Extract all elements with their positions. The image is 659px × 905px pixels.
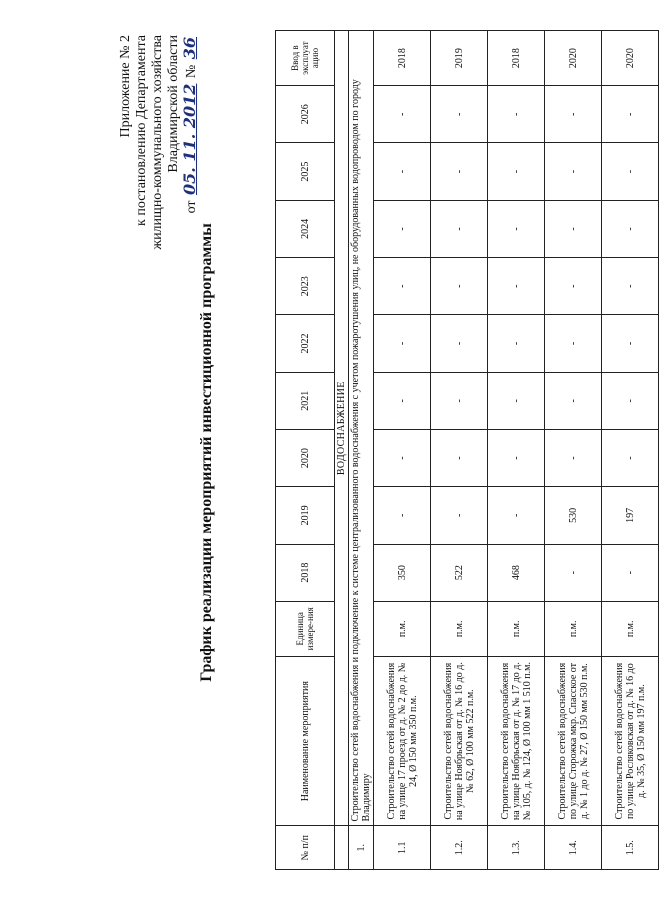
row-year-value: - bbox=[488, 86, 545, 143]
subsection-num: 1. bbox=[349, 826, 374, 870]
row-year-value: - bbox=[602, 429, 659, 486]
row-year-value: - bbox=[545, 429, 602, 486]
header-unit: Единица измере-ния bbox=[276, 601, 335, 656]
number-prefix: № bbox=[184, 64, 199, 79]
appendix-line-region: Владимирской области bbox=[166, 35, 181, 173]
table-row bbox=[374, 31, 431, 870]
header-year: 2018 bbox=[276, 544, 335, 601]
row-commission: 2018 bbox=[488, 31, 545, 86]
header-year: 2025 bbox=[276, 143, 335, 200]
header-year: 2024 bbox=[276, 200, 335, 257]
row-year-value: - bbox=[374, 429, 431, 486]
row-num: 1.1 bbox=[374, 826, 431, 870]
header-year: 2019 bbox=[276, 487, 335, 544]
handwritten-number: 36 bbox=[180, 37, 199, 60]
row-year-value: - bbox=[488, 200, 545, 257]
handwritten-date: 05. 11. 2012 bbox=[180, 83, 199, 195]
row-year-value: 530 bbox=[545, 487, 602, 544]
row-year-value: - bbox=[545, 143, 602, 200]
table-header-row bbox=[276, 31, 335, 870]
row-unit: п.м. bbox=[488, 601, 545, 656]
table-row bbox=[602, 31, 659, 870]
document-title: График реализации мероприятий инвестиционной программы bbox=[198, 223, 215, 682]
row-num: 1.3. bbox=[488, 826, 545, 870]
row-year-value: - bbox=[602, 143, 659, 200]
row-year-value: - bbox=[602, 86, 659, 143]
row-year-value: - bbox=[431, 487, 488, 544]
appendix-header bbox=[118, 35, 200, 365]
schedule-table bbox=[275, 30, 659, 870]
table-row bbox=[431, 31, 488, 870]
header-year: 2022 bbox=[276, 315, 335, 372]
row-year-value: - bbox=[602, 200, 659, 257]
row-year-value: - bbox=[488, 258, 545, 315]
row-year-value: - bbox=[488, 429, 545, 486]
appendix-line-decree: к постановлению Департамента bbox=[134, 35, 149, 226]
row-year-value: - bbox=[431, 86, 488, 143]
row-year-value: - bbox=[431, 372, 488, 429]
table-row bbox=[488, 31, 545, 870]
subsection-row bbox=[349, 31, 374, 870]
row-year-value: 522 bbox=[431, 544, 488, 601]
row-year-value: - bbox=[488, 315, 545, 372]
row-num: 1.5. bbox=[602, 826, 659, 870]
row-year-value: - bbox=[374, 86, 431, 143]
row-year-value: - bbox=[488, 487, 545, 544]
header-year: 2026 bbox=[276, 86, 335, 143]
section-num bbox=[335, 826, 349, 870]
row-year-value: - bbox=[602, 544, 659, 601]
row-year-value: - bbox=[431, 200, 488, 257]
row-name: Строительство сетей водоснабжения на улице 17 проезд от д. № 2 до д. № 24, Ø 150 мм 350 п.м. bbox=[374, 656, 431, 826]
header-year: 2020 bbox=[276, 429, 335, 486]
section-title: ВОДОСНАБЖЕНИЕ bbox=[335, 31, 349, 826]
row-year-value: - bbox=[545, 315, 602, 372]
row-commission: 2020 bbox=[545, 31, 602, 86]
row-year-value: 468 bbox=[488, 544, 545, 601]
row-year-value: - bbox=[545, 258, 602, 315]
row-unit: п.м. bbox=[374, 601, 431, 656]
date-prefix: от bbox=[184, 200, 199, 214]
row-year-value: - bbox=[431, 315, 488, 372]
row-year-value: - bbox=[602, 258, 659, 315]
row-year-value: - bbox=[602, 372, 659, 429]
row-year-value: - bbox=[545, 200, 602, 257]
table-row bbox=[545, 31, 602, 870]
row-year-value: - bbox=[488, 143, 545, 200]
row-name: Строительство сетей водоснабжения на улице Ноябрьская от д. № 17 до д. № 105, д. № 124, Ø 100 мм 1 510 п.м. bbox=[488, 656, 545, 826]
section-row bbox=[335, 31, 349, 870]
row-commission: 2018 bbox=[374, 31, 431, 86]
row-year-value: 350 bbox=[374, 544, 431, 601]
row-year-value: - bbox=[374, 143, 431, 200]
header-num: № п/п bbox=[276, 826, 335, 870]
row-year-value: - bbox=[374, 200, 431, 257]
row-year-value: - bbox=[545, 372, 602, 429]
row-year-value: - bbox=[431, 429, 488, 486]
row-unit: п.м. bbox=[602, 601, 659, 656]
row-name: Строительство сетей водоснабжения по улице Сторожка мкр. Спасское от д. № 1 до д. № 27, Ø 150 мм 530 п.м. bbox=[545, 656, 602, 826]
appendix-title: Приложение № 2 bbox=[118, 35, 133, 138]
subsection-title: Строительство сетей водоснабжения и подключение к системе централизованного водоснабжения с учетом пожаротушения улиц, не оборудованных водопроводом по городу Владимиру bbox=[349, 31, 374, 826]
row-commission: 2019 bbox=[431, 31, 488, 86]
row-name: Строительство сетей водоснабжения по улице Росляковская от д. № 16 до д. № 35, Ø 150 мм 197 п.м. bbox=[602, 656, 659, 826]
row-year-value: - bbox=[431, 143, 488, 200]
row-year-value: - bbox=[374, 487, 431, 544]
row-year-value: - bbox=[374, 315, 431, 372]
row-commission: 2020 bbox=[602, 31, 659, 86]
row-num: 1.4. bbox=[545, 826, 602, 870]
row-unit: п.м. bbox=[431, 601, 488, 656]
row-year-value: - bbox=[545, 544, 602, 601]
row-year-value: - bbox=[602, 315, 659, 372]
row-year-value: - bbox=[374, 372, 431, 429]
row-unit: п.м. bbox=[545, 601, 602, 656]
header-name: Наименование мероприятия bbox=[276, 656, 335, 826]
row-year-value: - bbox=[488, 372, 545, 429]
header-commission: Ввод в эксплуат ацию bbox=[276, 31, 335, 86]
appendix-line-department: жилищно-коммунального хозяйства bbox=[150, 35, 165, 250]
row-num: 1.2. bbox=[431, 826, 488, 870]
header-year: 2021 bbox=[276, 372, 335, 429]
row-year-value: - bbox=[545, 86, 602, 143]
row-year-value: - bbox=[374, 258, 431, 315]
row-year-value: 197 bbox=[602, 487, 659, 544]
header-year: 2023 bbox=[276, 258, 335, 315]
row-year-value: - bbox=[431, 258, 488, 315]
row-name: Строительство сетей водоснабжения на улице Ноябрьская от д. № 16 до д. № 62, Ø 100 мм 522 п.м. bbox=[431, 656, 488, 826]
